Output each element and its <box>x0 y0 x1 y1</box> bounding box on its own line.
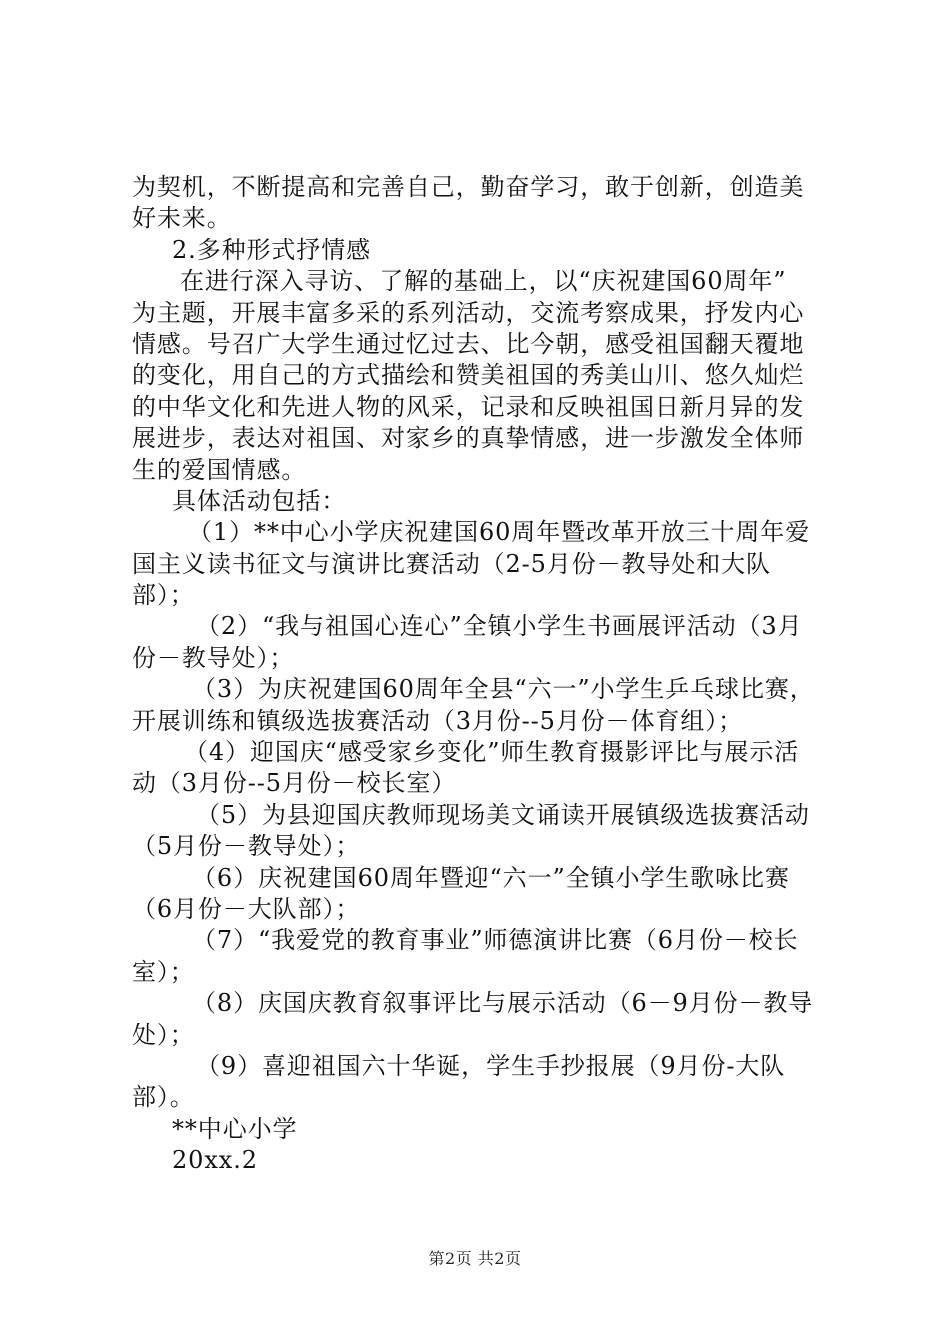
list-item-continuation: 开展训练和镇级选拔赛活动（3月份--5月份－体育组）； <box>132 706 744 735</box>
list-item: （2）“我与祖国心连心”全镇小学生书画展评活动（3月 <box>196 612 803 641</box>
text-line: 情感。号召广大学生通过忆过去、比今朝，感受祖国翻天覆地 <box>132 329 805 358</box>
text-line: 为契机，不断提高和完善自己，勤奋学习，敢于创新，创造美 <box>132 173 805 201</box>
list-item-continuation: 动（3月份--5月份－校长室） <box>132 769 457 798</box>
text-line: 展进步，表达对祖国、对家乡的真挚情感，进一步激发全体师 <box>132 424 805 453</box>
text-line: 的变化，用自己的方式描绘和赞美祖国的秀美山川、悠久灿烂 <box>132 361 805 390</box>
list-intro: 具体活动包括： <box>172 486 347 515</box>
list-item: （6）庆祝建国60周年暨迎“六一”全镇小学生歌咏比赛 <box>192 863 790 892</box>
list-item: （3）为庆祝建国60周年全县“六一”小学生乒乓球比赛， <box>192 675 815 704</box>
text-line: 的中华文化和先进人物的风采，记录和反映祖国日新月异的发 <box>132 392 805 421</box>
page-footer: 第2页 共2页 <box>428 1249 522 1268</box>
list-item: （5）为县迎国庆教师现场美文诵读开展镇级选拔赛活动 <box>196 800 810 829</box>
list-item-continuation: 份－教导处）； <box>132 643 295 672</box>
list-item-continuation: （6月份－大队部）； <box>132 894 361 923</box>
list-item: （9）喜迎祖国六十华诞，学生手抄报展（9月份-大队 <box>196 1051 786 1080</box>
list-item: （4）迎国庆“感受家乡变化”师生教育摄影评比与展示活 <box>184 738 800 767</box>
list-item: （8）庆国庆教育叙事评比与展示活动（6－9月份－教导 <box>192 989 814 1018</box>
text-line: 在进行深入寻访、了解的基础上，以“庆祝建国60周年” <box>180 267 787 296</box>
text-line: 生的爱国情感。 <box>132 455 307 484</box>
signature-school: **中心小学 <box>172 1114 298 1143</box>
list-item: （1）**中心小学庆祝建国60周年暨改革开放三十周年爱 <box>188 518 811 547</box>
text-line: 好未来。 <box>132 204 232 233</box>
list-item-continuation: 处）； <box>132 1020 195 1049</box>
list-item: （7）“我爱党的教育事业”师德演讲比赛（6月份－校长 <box>192 926 799 955</box>
document-body <box>132 172 842 1177</box>
list-item-continuation: 国主义读书征文与演讲比赛活动（2-5月份－教导处和大队 <box>132 549 771 578</box>
text-line: 为主题，开展丰富多采的系列活动，交流考察成果，抒发内心 <box>132 298 805 327</box>
list-item-continuation: 部）； <box>132 581 195 610</box>
list-item-continuation: （5月份－教导处）； <box>132 832 361 861</box>
list-item-continuation: 部）。 <box>132 1083 195 1112</box>
list-item-continuation: 室）； <box>132 957 195 986</box>
section-heading: 2.多种形式抒情感 <box>172 235 371 264</box>
signature-date: 20xx.2 <box>172 1146 258 1175</box>
